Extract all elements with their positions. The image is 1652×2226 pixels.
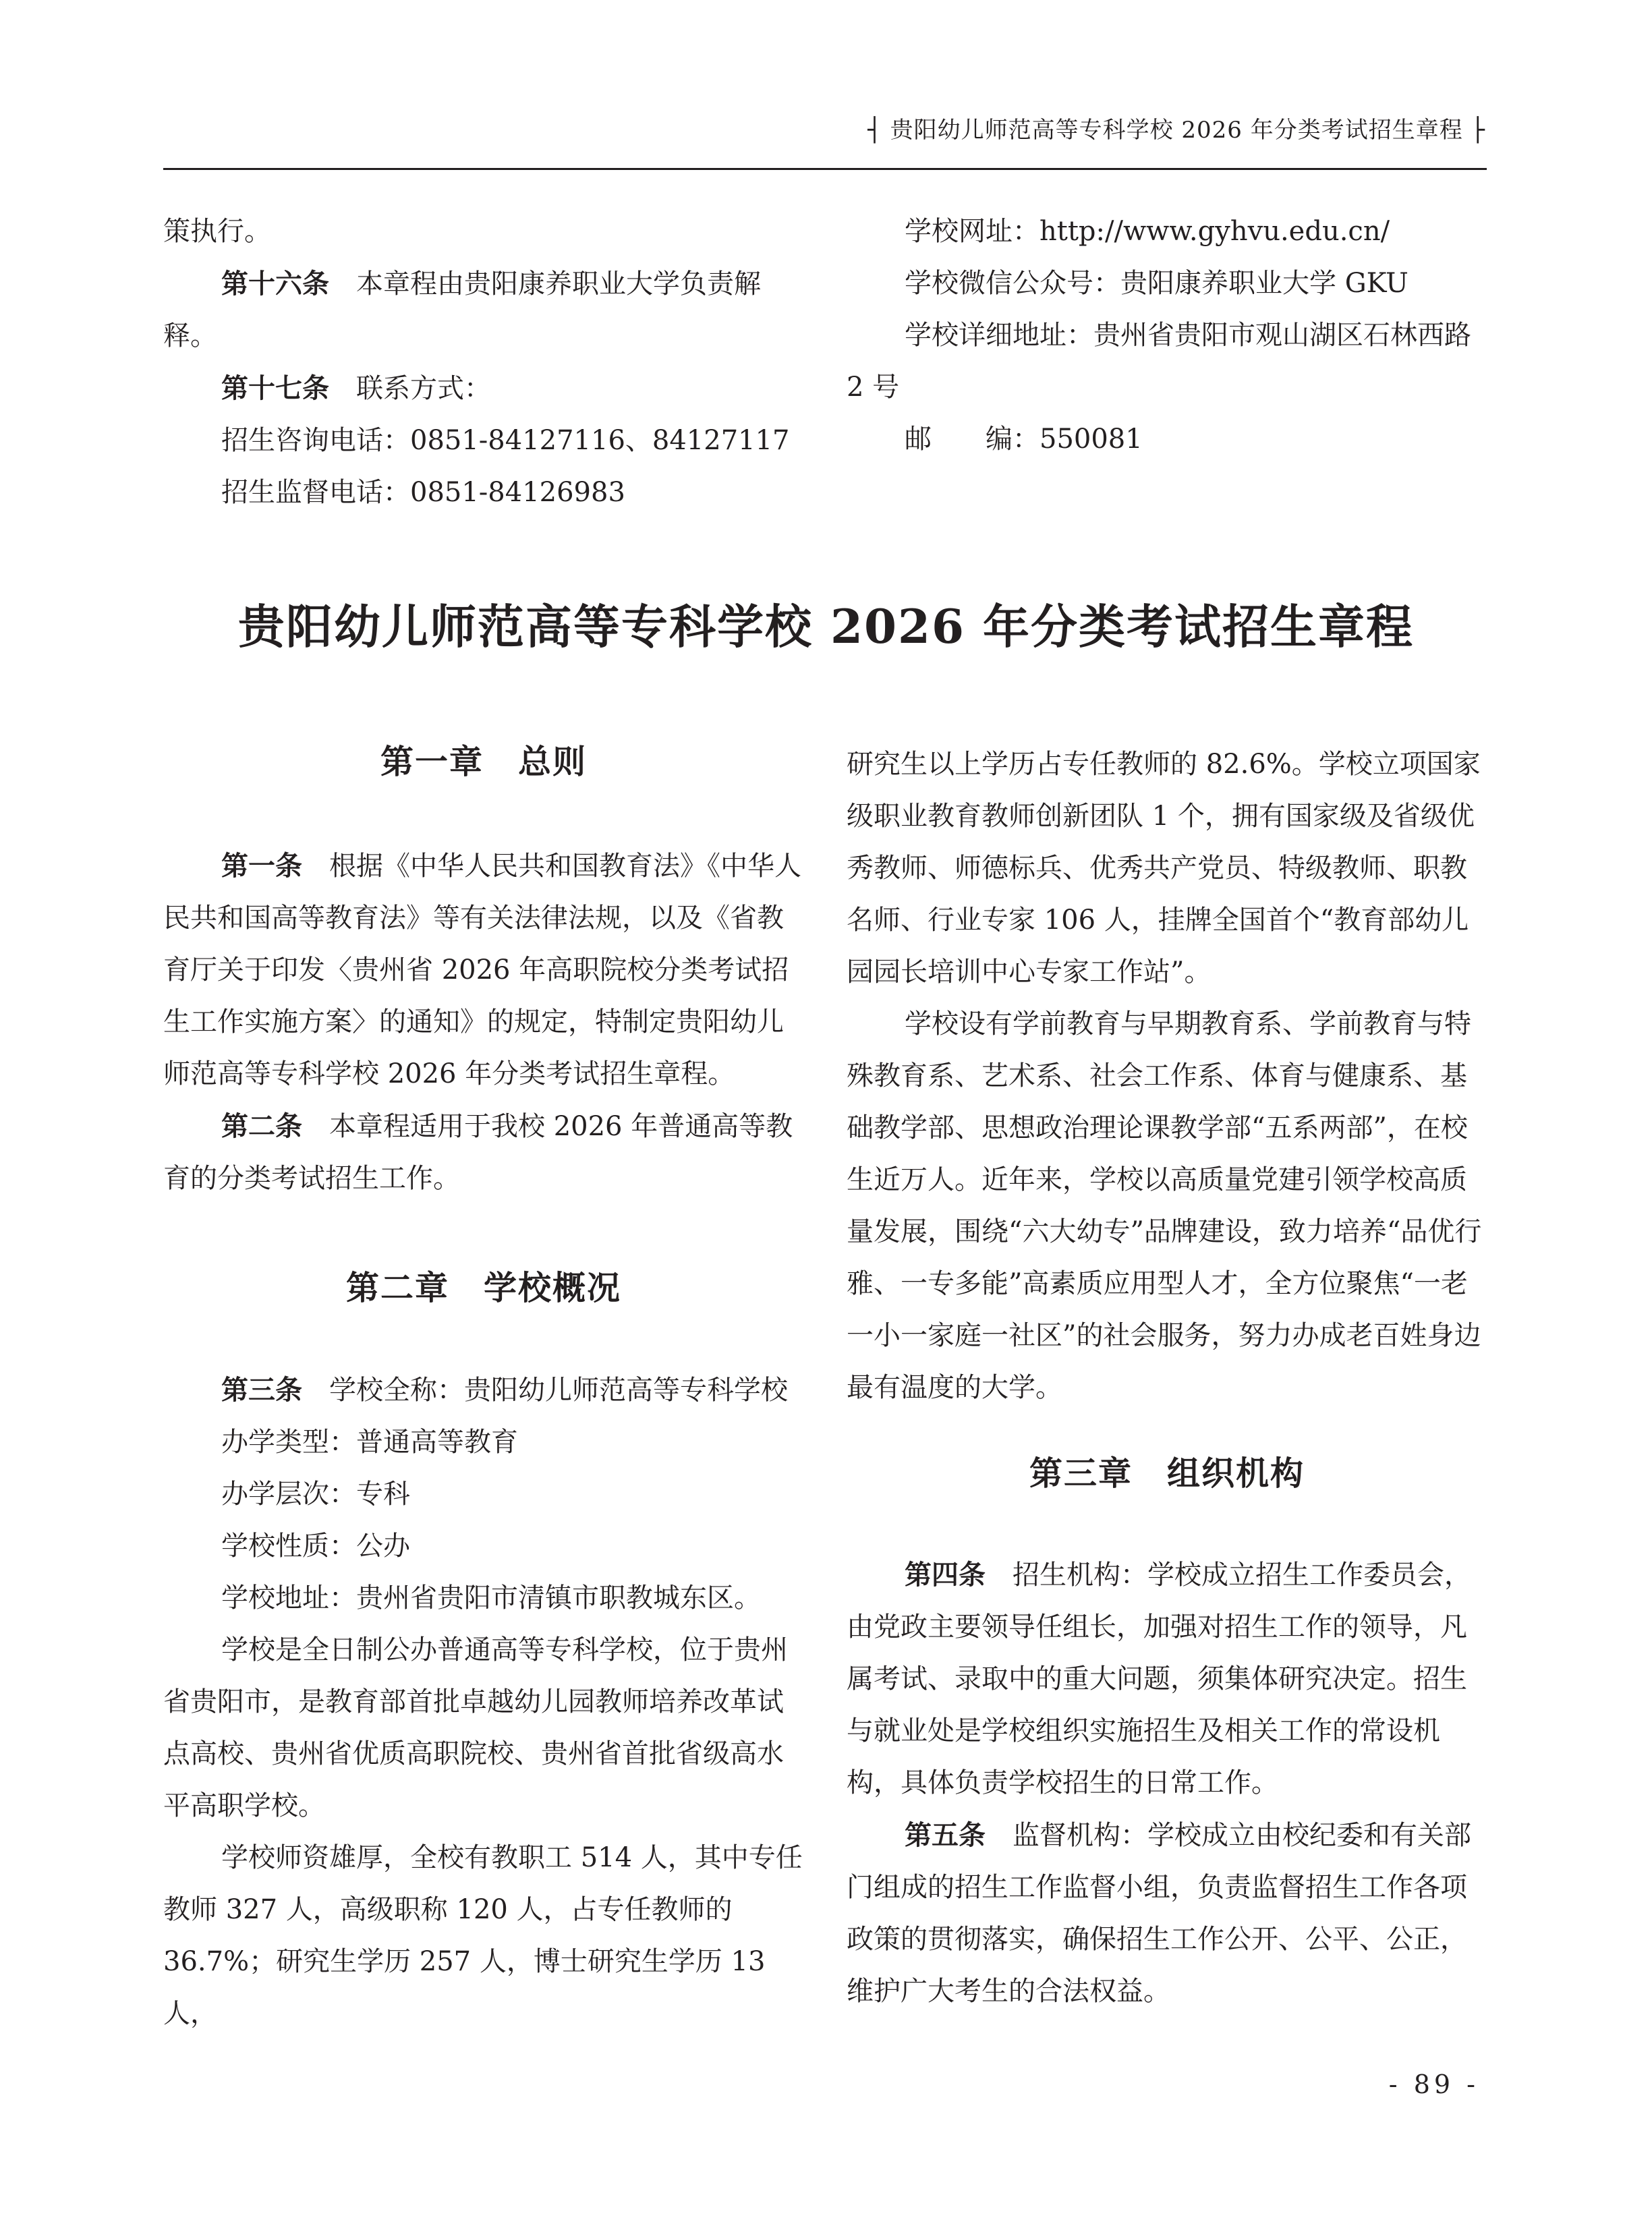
- article-4-text: 招生机构：学校成立招生工作委员会，由党政主要领导任组长，加强对招生工作的领导，凡属考试、录取中的重大问题，须集体研究决定。招生与就业处是学校组织实施招生及相关工作的常设机构，具体负责学校招生的日常工作。: [847, 1560, 1471, 1798]
- chapter-1-body: [163, 840, 804, 1205]
- article-5: [847, 1809, 1487, 2018]
- supervision-phone: 招生监督电话：0851-84126983: [221, 477, 625, 508]
- document-title: 贵阳幼儿师范高等专科学校 2026 年分类考试招生章程: [237, 600, 1415, 654]
- article-2-label: 第二条: [221, 1110, 302, 1142]
- article-2-text: 本章程适用于我校 2026 年普通高等教育的分类考试招生工作。: [163, 1111, 793, 1194]
- departments-paragraph: 学校设有学前教育与早期教育系、学前教育与特殊教育系、艺术系、社会工作系、体育与健康系、基础教学部、思想政治理论课教学部“五系两部”，在校生近万人。近年来，学校以高质量党建引领学校高质量发展，围绕“六大幼专”品牌建设，致力培养“品优行雅、一专多能”高素质应用型人才，全方位聚焦“一老一小一家庭一社区”的社会服务，努力办成老百姓身边最有温度的大学。: [847, 1008, 1482, 1403]
- article-3-label: 第三条: [221, 1374, 302, 1406]
- running-header: ┤ 贵阳幼儿师范高等专科学校 2026 年分类考试招生章程 ├: [867, 117, 1485, 144]
- article-4-label: 第四条: [905, 1559, 986, 1591]
- article-17: [163, 362, 804, 415]
- article-1: [163, 840, 804, 1100]
- article-3: [163, 1364, 804, 1417]
- school-type: 办学类型：普通高等教育: [221, 1427, 518, 1458]
- school-introduction: 学校是全日制公办普通高等专科学校，位于贵州省贵阳市，是教育部首批卓越幼儿园教师培养改革试点高校、贵州省优质高职院校、贵州省首批省级高水平高职学校。: [163, 1634, 788, 1821]
- postcode: 邮 编：550081: [905, 424, 1143, 455]
- article-3-text: 学校全称：贵阳幼儿师范高等专科学校: [329, 1375, 788, 1406]
- school-level: 办学层次：专科: [221, 1479, 410, 1510]
- page-number: - 89 -: [1388, 2070, 1479, 2099]
- article-5-label: 第五条: [905, 1819, 986, 1851]
- school-nature: 学校性质：公办: [221, 1531, 410, 1562]
- top-right-block: [847, 206, 1487, 465]
- admission-phone: 招生咨询电话：0851-84127116、84127117: [221, 425, 790, 456]
- article-17-label: 第十七条: [221, 372, 329, 404]
- chapter-3-body: [847, 1549, 1487, 2018]
- article-1-text: 根据《中华人民共和国教育法》《中华人民共和国高等教育法》等有关法律法规，以及《省教育厅关于印发〈贵州省 2026 年高职院校分类考试招生工作实施方案〉的通知》的规定，特制定贵阳幼儿师范高等专科学校 2026 年分类考试招生章程。: [163, 851, 801, 1089]
- article-17-text: 联系方式：: [356, 373, 491, 404]
- school-wechat: 学校微信公众号：贵阳康养职业大学 GKU: [905, 268, 1408, 299]
- article-4: [847, 1549, 1487, 1809]
- school-website: 学校网址：http://www.gyhvu.edu.cn/: [905, 216, 1390, 247]
- paragraph-continuation: 策执行。: [163, 216, 271, 247]
- chapter-2-heading: 第二章 学校概况: [345, 1269, 621, 1307]
- article-16-text: 本章程由贵阳康养职业大学负责解释。: [163, 268, 761, 351]
- article-16: [163, 258, 804, 362]
- article-2: [163, 1100, 804, 1205]
- school-address: 学校详细地址：贵州省贵阳市观山湖区石林西路 2 号: [847, 320, 1471, 403]
- right-column-body: [847, 739, 1487, 1414]
- chapter-1-heading: 第一章 总则: [380, 743, 587, 781]
- top-left-block: [163, 206, 804, 519]
- article-1-label: 第一条: [221, 850, 302, 882]
- header-rule: [163, 168, 1487, 170]
- article-16-label: 第十六条: [221, 268, 329, 299]
- faculty-paragraph-continued: 研究生以上学历占专任教师的 82.6%。学校立项国家级职业教育教师创新团队 1 个，拥有国家级及省级优秀教师、师德标兵、优秀共产党员、特级教师、职教名师、行业专家 106 人，挂牌全国首个“教育部幼儿园园长培训中心专家工作站”。: [847, 749, 1481, 988]
- faculty-paragraph: 学校师资雄厚，全校有教职工 514 人，其中专任教师 327 人，高级职称 120 人，占专任教师的 36.7%；研究生学历 257 人，博士研究生学历 13 人，: [163, 1842, 803, 2029]
- chapter-3-heading: 第三章 组织机构: [1029, 1454, 1305, 1493]
- chapter-2-body: [163, 1364, 804, 2040]
- school-location: 学校地址：贵州省贵阳市清镇市职教城东区。: [221, 1582, 761, 1614]
- article-5-text: 监督机构：学校成立由校纪委和有关部门组成的招生工作监督小组，负责监督招生工作各项政策的贯彻落实，确保招生工作公开、公平、公正，维护广大考生的合法权益。: [847, 1820, 1471, 2007]
